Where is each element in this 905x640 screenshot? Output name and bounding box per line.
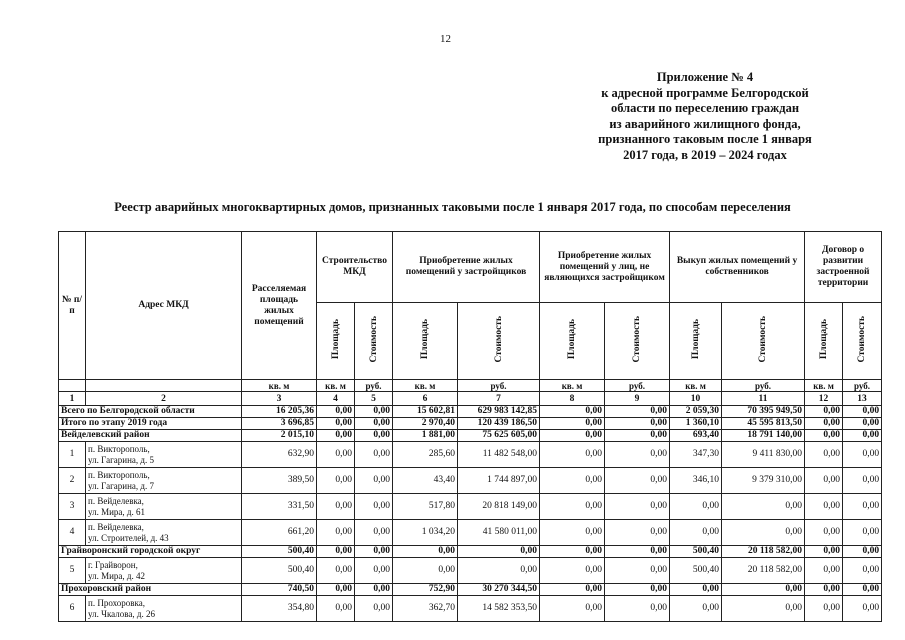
value-cell: 30 270 344,50	[458, 584, 540, 596]
summary-label: Вейделевский район	[59, 430, 242, 442]
row-number: 2	[59, 468, 86, 494]
summary-label: Грайворонский городской округ	[59, 546, 242, 558]
value-cell: 0,00	[317, 520, 355, 546]
value-cell: 0,00	[722, 584, 805, 596]
value-cell: 0,00	[355, 468, 393, 494]
address-line: п. Викторополь,	[88, 469, 150, 480]
summary-row	[59, 546, 882, 558]
column-number: 13	[843, 392, 882, 406]
table-row	[59, 468, 882, 494]
value-cell: 0,00	[540, 520, 605, 546]
value-cell: 2 059,30	[670, 406, 722, 418]
value-cell: 16 205,36	[242, 406, 317, 418]
column-number: 8	[540, 392, 605, 406]
value-cell: 0,00	[317, 596, 355, 622]
column-number: 12	[805, 392, 843, 406]
value-cell: 0,00	[805, 418, 843, 430]
value-cell: 0,00	[722, 520, 805, 546]
value-cell: 0,00	[805, 442, 843, 468]
value-cell: 0,00	[355, 442, 393, 468]
value-cell: 500,40	[242, 558, 317, 584]
value-cell: 500,40	[670, 546, 722, 558]
value-cell: 0,00	[805, 584, 843, 596]
value-cell: 0,00	[805, 468, 843, 494]
value-cell: 0,00	[393, 546, 458, 558]
summary-label: Всего по Белгородской области	[59, 406, 242, 418]
value-cell: 3 696,85	[242, 418, 317, 430]
value-cell: 1 744 897,00	[458, 468, 540, 494]
value-cell: 0,00	[805, 596, 843, 622]
appendix-heading	[540, 70, 870, 163]
appendix-line: Приложение № 4	[656, 70, 754, 84]
value-cell: 500,40	[242, 546, 317, 558]
value-cell: 0,00	[355, 520, 393, 546]
summary-row	[59, 430, 882, 442]
value-cell: 43,40	[393, 468, 458, 494]
unit-label: кв. м	[317, 380, 355, 392]
value-cell: 0,00	[843, 546, 882, 558]
value-cell: 120 439 186,50	[458, 418, 540, 430]
column-number: 11	[722, 392, 805, 406]
header-group-developers: Приобретение жилых помещений у застройщиков	[393, 232, 540, 303]
value-cell: 0,00	[805, 520, 843, 546]
column-number: 7	[458, 392, 540, 406]
value-cell: 0,00	[605, 442, 670, 468]
value-cell: 11 482 548,00	[458, 442, 540, 468]
value-cell: 0,00	[355, 430, 393, 442]
value-cell: 0,00	[605, 418, 670, 430]
unit-label: руб.	[355, 380, 393, 392]
header-group-non-developers: Приобретение жилых помещений у лиц, не являющихся застройщиком	[540, 232, 670, 303]
row-number: 4	[59, 520, 86, 546]
column-number: 10	[670, 392, 722, 406]
value-cell: 0,00	[605, 596, 670, 622]
value-cell: 0,00	[540, 546, 605, 558]
value-cell: 0,00	[317, 546, 355, 558]
appendix-line: к адресной программе Белгородской	[601, 85, 809, 100]
value-cell: 0,00	[540, 468, 605, 494]
value-cell: 0,00	[605, 468, 670, 494]
subheader-cost: Стоимость	[355, 303, 393, 380]
address-line: ул. Мира, д. 42	[88, 570, 145, 581]
value-cell: 0,00	[317, 442, 355, 468]
header-group-territory: Договор о развитии застроенной территории	[805, 232, 882, 303]
header-group-construction: Строительство МКД	[317, 232, 393, 303]
subheader-area: Площадь	[317, 303, 355, 380]
header-group-buyout: Выкуп жилых помещений у собственников	[670, 232, 805, 303]
value-cell: 0,00	[317, 430, 355, 442]
value-cell: 0,00	[843, 520, 882, 546]
header-address: Адрес МКД	[86, 232, 242, 380]
value-cell: 0,00	[670, 520, 722, 546]
value-cell: 18 791 140,00	[722, 430, 805, 442]
value-cell: 41 580 011,00	[458, 520, 540, 546]
value-cell: 331,50	[242, 494, 317, 520]
column-number: 6	[393, 392, 458, 406]
value-cell: 0,00	[722, 494, 805, 520]
value-cell: 0,00	[355, 406, 393, 418]
value-cell: 0,00	[540, 596, 605, 622]
value-cell: 285,60	[393, 442, 458, 468]
address-line: п. Прохоровка,	[88, 597, 145, 608]
value-cell: 0,00	[317, 418, 355, 430]
value-cell: 0,00	[355, 558, 393, 584]
address-cell	[86, 558, 242, 584]
value-cell: 20 118 582,00	[722, 558, 805, 584]
row-number: 5	[59, 558, 86, 584]
address-line: ул. Гагарина, д. 7	[88, 480, 154, 491]
value-cell: 0,00	[540, 430, 605, 442]
address-line: п. Вейделевка,	[88, 495, 144, 506]
value-cell: 629 983 142,85	[458, 406, 540, 418]
value-cell: 0,00	[355, 418, 393, 430]
value-cell: 632,90	[242, 442, 317, 468]
subheader-area: Площадь	[805, 303, 843, 380]
subheader-cost: Стоимость	[458, 303, 540, 380]
value-cell: 0,00	[605, 558, 670, 584]
address-line: ул. Чкалова, д. 26	[88, 608, 155, 619]
row-number: 1	[59, 442, 86, 468]
value-cell: 0,00	[805, 546, 843, 558]
subheader-area: Площадь	[393, 303, 458, 380]
value-cell: 0,00	[843, 596, 882, 622]
value-cell: 0,00	[722, 596, 805, 622]
value-cell: 0,00	[355, 494, 393, 520]
value-cell: 740,50	[242, 584, 317, 596]
unit-label: руб.	[722, 380, 805, 392]
value-cell: 0,00	[458, 558, 540, 584]
value-cell: 20 118 582,00	[722, 546, 805, 558]
value-cell: 70 395 949,50	[722, 406, 805, 418]
address-cell	[86, 494, 242, 520]
value-cell: 0,00	[317, 558, 355, 584]
page-number: 12	[440, 33, 451, 45]
subheader-area: Площадь	[540, 303, 605, 380]
value-cell: 0,00	[605, 430, 670, 442]
header-area: Расселяемая площадь жилых помещений	[242, 232, 317, 380]
value-cell: 0,00	[605, 494, 670, 520]
registry-table	[58, 231, 882, 622]
value-cell: 20 818 149,00	[458, 494, 540, 520]
value-cell: 0,00	[605, 520, 670, 546]
subheader-cost: Стоимость	[605, 303, 670, 380]
value-cell: 0,00	[670, 596, 722, 622]
value-cell: 517,80	[393, 494, 458, 520]
column-number: 2	[86, 392, 242, 406]
column-number: 5	[355, 392, 393, 406]
appendix-line: из аварийного жилищного фонда,	[609, 116, 801, 131]
address-cell	[86, 442, 242, 468]
value-cell: 693,40	[670, 430, 722, 442]
unit-label: руб.	[458, 380, 540, 392]
value-cell: 1 034,20	[393, 520, 458, 546]
column-number: 4	[317, 392, 355, 406]
value-cell: 752,90	[393, 584, 458, 596]
value-cell: 0,00	[805, 558, 843, 584]
value-cell: 0,00	[458, 546, 540, 558]
unit-label: руб.	[605, 380, 670, 392]
value-cell: 0,00	[843, 442, 882, 468]
address-line: п. Вейделевка,	[88, 521, 144, 532]
value-cell: 0,00	[317, 406, 355, 418]
registry-title: Реестр аварийных многоквартирных домов, признанных таковыми после 1 января 2017 года, по способам переселения	[114, 200, 791, 214]
summary-row	[59, 418, 882, 430]
value-cell: 9 379 310,00	[722, 468, 805, 494]
value-cell: 45 595 813,50	[722, 418, 805, 430]
value-cell: 0,00	[670, 584, 722, 596]
value-cell: 15 602,81	[393, 406, 458, 418]
summary-row	[59, 406, 882, 418]
address-cell	[86, 520, 242, 546]
value-cell: 14 582 353,50	[458, 596, 540, 622]
table-row	[59, 442, 882, 468]
value-cell: 0,00	[393, 558, 458, 584]
value-cell: 0,00	[317, 468, 355, 494]
value-cell: 0,00	[355, 584, 393, 596]
column-number: 3	[242, 392, 317, 406]
address-cell	[86, 596, 242, 622]
value-cell: 1 360,10	[670, 418, 722, 430]
summary-label: Прохоровский район	[59, 584, 242, 596]
value-cell: 500,40	[670, 558, 722, 584]
address-line: ул. Мира, д. 61	[88, 506, 145, 517]
address-line: п. Викторополь,	[88, 443, 150, 454]
value-cell: 0,00	[605, 406, 670, 418]
subheader-cost: Стоимость	[843, 303, 882, 380]
value-cell: 0,00	[540, 406, 605, 418]
table-row	[59, 494, 882, 520]
value-cell: 0,00	[843, 430, 882, 442]
unit-label: кв. м	[540, 380, 605, 392]
table-row	[59, 558, 882, 584]
value-cell: 346,10	[670, 468, 722, 494]
value-cell: 0,00	[355, 596, 393, 622]
value-cell: 389,50	[242, 468, 317, 494]
row-number: 6	[59, 596, 86, 622]
value-cell: 0,00	[317, 494, 355, 520]
row-number: 3	[59, 494, 86, 520]
value-cell: 0,00	[540, 494, 605, 520]
column-number: 1	[59, 392, 86, 406]
address-cell	[86, 468, 242, 494]
header-num: № п/п	[59, 232, 86, 380]
value-cell: 1 881,00	[393, 430, 458, 442]
value-cell: 0,00	[605, 546, 670, 558]
value-cell: 0,00	[843, 406, 882, 418]
value-cell: 0,00	[805, 406, 843, 418]
unit-label: кв. м	[393, 380, 458, 392]
subheader-area: Площадь	[670, 303, 722, 380]
appendix-line: области по переселению граждан	[610, 101, 800, 115]
value-cell: 0,00	[540, 558, 605, 584]
address-line: ул. Строителей, д. 43	[88, 532, 169, 543]
address-line: ул. Гагарина, д. 5	[88, 454, 154, 465]
unit-label: кв. м	[805, 380, 843, 392]
value-cell: 0,00	[805, 430, 843, 442]
value-cell: 0,00	[843, 418, 882, 430]
value-cell: 0,00	[843, 494, 882, 520]
appendix-line: 2017 года, в 2019 – 2024 годах	[623, 147, 787, 162]
value-cell: 2 970,40	[393, 418, 458, 430]
value-cell: 0,00	[670, 494, 722, 520]
value-cell: 0,00	[805, 494, 843, 520]
column-number: 9	[605, 392, 670, 406]
value-cell: 9 411 830,00	[722, 442, 805, 468]
value-cell: 0,00	[605, 584, 670, 596]
address-line: г. Грайворон,	[88, 559, 138, 570]
value-cell: 75 625 605,00	[458, 430, 540, 442]
table-row	[59, 596, 882, 622]
unit-label: руб.	[843, 380, 882, 392]
table-row	[59, 520, 882, 546]
value-cell: 0,00	[540, 584, 605, 596]
subheader-cost: Стоимость	[722, 303, 805, 380]
value-cell: 362,70	[393, 596, 458, 622]
summary-row	[59, 584, 882, 596]
value-cell: 0,00	[843, 584, 882, 596]
unit-label: кв. м	[670, 380, 722, 392]
column-number-row	[59, 392, 882, 406]
value-cell: 0,00	[843, 468, 882, 494]
value-cell: 0,00	[540, 418, 605, 430]
appendix-line: признанного таковым после 1 января	[598, 132, 812, 146]
value-cell: 0,00	[317, 584, 355, 596]
value-cell: 0,00	[843, 558, 882, 584]
summary-label: Итого по этапу 2019 года	[59, 418, 242, 430]
value-cell: 0,00	[355, 546, 393, 558]
unit-label: кв. м	[242, 380, 317, 392]
value-cell: 0,00	[540, 442, 605, 468]
value-cell: 2 015,10	[242, 430, 317, 442]
value-cell: 354,80	[242, 596, 317, 622]
value-cell: 347,30	[670, 442, 722, 468]
value-cell: 661,20	[242, 520, 317, 546]
